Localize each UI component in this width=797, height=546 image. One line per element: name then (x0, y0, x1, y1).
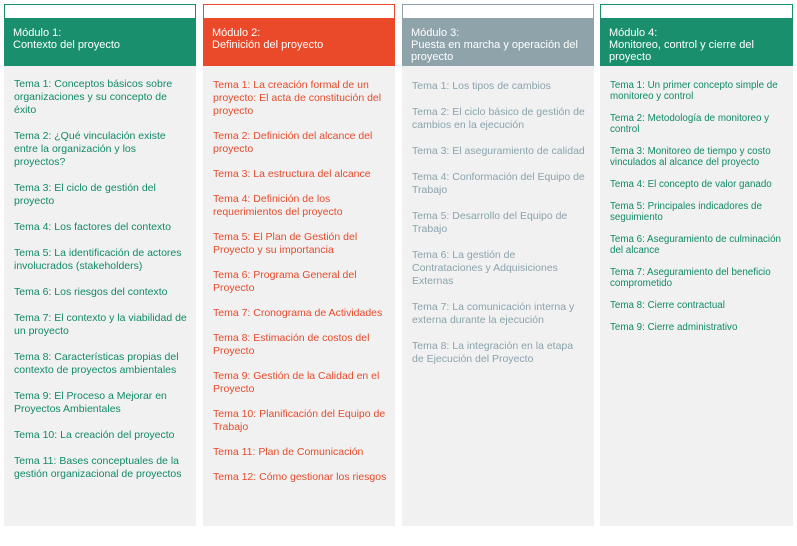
topic-item[interactable]: Tema 9: Gestión de la Calidad en el Proyecto (213, 370, 380, 395)
module-1-header[interactable] (4, 18, 196, 66)
topic-item[interactable]: Tema 6: Aseguramiento de culminación del alcance (610, 234, 781, 256)
topic-item[interactable]: Tema 6: Programa General del Proyecto (213, 269, 357, 294)
module-4-topic-list (600, 66, 793, 333)
topic-item[interactable]: Tema 11: Plan de Comunicación (213, 446, 364, 458)
module-1-title: Módulo 1: (13, 27, 62, 39)
topic-item[interactable]: Tema 5: Principales indicadores de seguimiento (610, 201, 762, 223)
topic-item[interactable]: Tema 3: La estructura del alcance (213, 168, 371, 180)
module-3-tab (402, 4, 594, 18)
topic-item[interactable]: Tema 5: El Plan de Gestión del Proyecto y su importancia (213, 231, 358, 256)
module-3-column (402, 4, 594, 526)
topic-item[interactable]: Tema 3: El ciclo de gestión del proyecto (14, 182, 156, 207)
topic-item[interactable]: Tema 2: El ciclo básico de gestión de cambios en la ejecución (412, 106, 585, 131)
module-2-subtitle: Definición del proyecto (212, 39, 324, 51)
topic-item[interactable]: Tema 8: Características propias del contexto de proyectos ambientales (14, 351, 179, 376)
module-3-header[interactable] (402, 18, 594, 66)
module-4-title: Módulo 4: (609, 27, 658, 39)
topic-item[interactable]: Tema 7: Aseguramiento del beneficio comprometido (610, 267, 771, 289)
topic-item[interactable]: Tema 8: Estimación de costos del Proyecto (213, 332, 370, 357)
topic-item[interactable]: Tema 1: La creación formal de un proyecto: El acta de constitución del proyecto (213, 79, 382, 117)
topic-item[interactable]: Tema 2: Definición del alcance del proyecto (213, 130, 373, 155)
topic-item[interactable]: Tema 1: Un primer concepto simple de monitoreo y control (610, 80, 778, 102)
topic-item[interactable]: Tema 7: La comunicación interna y externa durante la ejecución (412, 301, 575, 326)
module-4-header[interactable] (600, 18, 793, 66)
module-4-subtitle: Monitoreo, control y cierre del proyecto (609, 39, 754, 63)
module-2-column (203, 4, 395, 526)
topic-item[interactable]: Tema 3: Monitoreo de tiempo y costo vinculados al alcance del proyecto (610, 146, 771, 168)
topic-item[interactable]: Tema 9: El Proceso a Mejorar en Proyectos Ambientales (14, 390, 167, 415)
module-2-title: Módulo 2: (212, 27, 261, 39)
module-1-tab (4, 4, 196, 18)
topic-item[interactable]: Tema 6: La gestión de Contrataciones y Adquisiciones Externas (412, 249, 558, 287)
module-2-topic-list (203, 66, 395, 484)
module-4-tab (600, 4, 793, 18)
topic-item[interactable]: Tema 1: Conceptos básicos sobre organizaciones y su concepto de éxito (14, 78, 173, 116)
topic-item[interactable]: Tema 12: Cómo gestionar los riesgos (213, 471, 387, 483)
topic-item[interactable]: Tema 11: Bases conceptuales de la gestión organizacional de proyectos (14, 455, 182, 480)
topic-item[interactable]: Tema 7: Cronograma de Actividades (213, 307, 383, 319)
module-1-subtitle: Contexto del proyecto (13, 39, 121, 51)
topic-item[interactable]: Tema 4: Conformación del Equipo de Trabajo (412, 171, 585, 196)
module-4-column (600, 4, 793, 526)
topic-item[interactable]: Tema 10: Planificación del Equipo de Trabajo (213, 408, 386, 433)
topic-item[interactable]: Tema 9: Cierre administrativo (610, 322, 738, 333)
module-1-topic-list (4, 66, 196, 481)
topic-item[interactable]: Tema 8: La integración en la etapa de Ejecución del Proyecto (412, 340, 574, 365)
module-2-header[interactable] (203, 18, 395, 66)
topic-item[interactable]: Tema 1: Los tipos de cambios (412, 80, 551, 92)
topic-item[interactable]: Tema 8: Cierre contractual (610, 300, 725, 311)
module-1-column (4, 4, 196, 526)
topic-item[interactable]: Tema 3: El aseguramiento de calidad (412, 145, 585, 157)
topic-item[interactable]: Tema 4: Definición de los requerimientos del proyecto (213, 193, 343, 218)
module-2-tab (203, 4, 395, 18)
topic-item[interactable]: Tema 2: Metodología de monitoreo y control (610, 113, 770, 135)
topic-item[interactable]: Tema 4: Los factores del contexto (14, 221, 172, 233)
topic-item[interactable]: Tema 4: El concepto de valor ganado (610, 179, 772, 190)
topic-item[interactable]: Tema 5: Desarrollo del Equipo de Trabajo (412, 210, 568, 235)
module-3-title: Módulo 3: (411, 27, 460, 39)
topic-item[interactable]: Tema 6: Los riesgos del contexto (14, 286, 168, 298)
topic-item[interactable]: Tema 2: ¿Qué vinculación existe entre la organización y los proyectos? (14, 130, 166, 168)
topic-item[interactable]: Tema 10: La creación del proyecto (14, 429, 175, 441)
topic-item[interactable]: Tema 5: La identificación de actores involucrados (stakeholders) (14, 247, 182, 272)
module-3-topic-list (402, 66, 594, 366)
module-3-subtitle: Puesta en marcha y operación del proyecto (411, 39, 578, 63)
topic-item[interactable]: Tema 7: El contexto y la viabilidad de un proyecto (14, 312, 187, 337)
